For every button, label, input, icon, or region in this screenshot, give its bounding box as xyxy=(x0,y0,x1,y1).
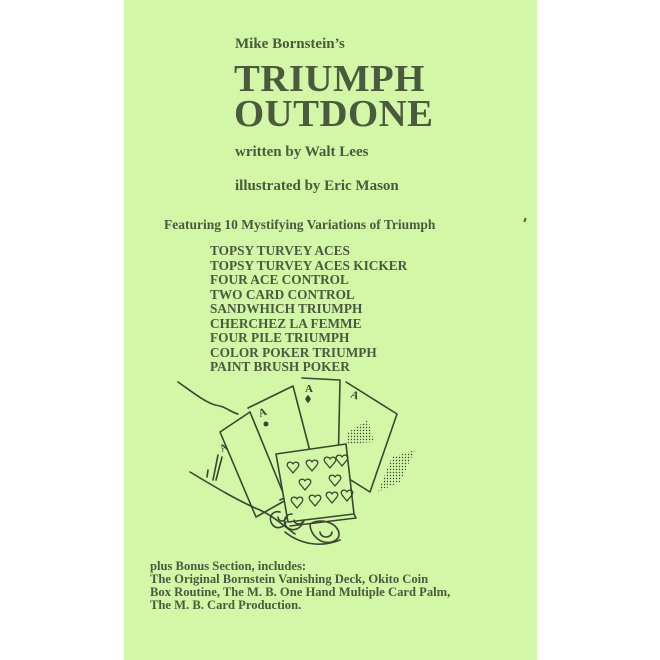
svg-text:A: A xyxy=(256,405,269,420)
variations-list xyxy=(210,244,407,375)
illustrator-credit: illustrated by Eric Mason xyxy=(235,178,399,194)
bonus-line: The M. B. Card Production. xyxy=(150,598,302,612)
variation-item: PAINT BRUSH POKER xyxy=(210,359,350,374)
variation-item: FOUR ACE CONTROL xyxy=(210,272,349,287)
title-line-2: OUTDONE xyxy=(234,93,434,135)
bonus-line: Box Routine, The M. B. One Hand Multiple Card Palm, xyxy=(150,585,451,599)
variation-item: COLOR POKER TRIUMPH xyxy=(210,344,377,360)
bonus-section xyxy=(150,560,450,612)
bonus-line: The Original Bornstein Vanishing Deck, Okito Coin xyxy=(150,572,429,586)
svg-text:A: A xyxy=(305,383,313,395)
book-cover xyxy=(124,0,537,660)
svg-text:A: A xyxy=(218,441,230,455)
presenter-line: Mike Bornstein’s xyxy=(235,36,345,52)
variation-item: TOPSY TURVEY ACES xyxy=(210,243,350,258)
hand-with-cards-illustration xyxy=(170,372,440,552)
variation-item: FOUR PILE TRIUMPH xyxy=(210,330,350,345)
variation-item: SANDWHICH TRIUMPH xyxy=(210,301,363,316)
featuring-line: Featuring 10 Mystifying Variations of Triumph xyxy=(164,217,436,232)
svg-text:A: A xyxy=(348,388,361,403)
bonus-heading: plus Bonus Section, includes: xyxy=(150,559,307,573)
variation-item: TWO CARD CONTROL xyxy=(210,286,355,302)
print-speck xyxy=(523,218,526,222)
author-credit: written by Walt Lees xyxy=(235,144,369,160)
title-line-1: TRIUMPH xyxy=(234,58,425,100)
variation-item: CHERCHEZ LA FEMME xyxy=(210,315,362,331)
variation-item: TOPSY TURVEY ACES KICKER xyxy=(210,257,408,273)
